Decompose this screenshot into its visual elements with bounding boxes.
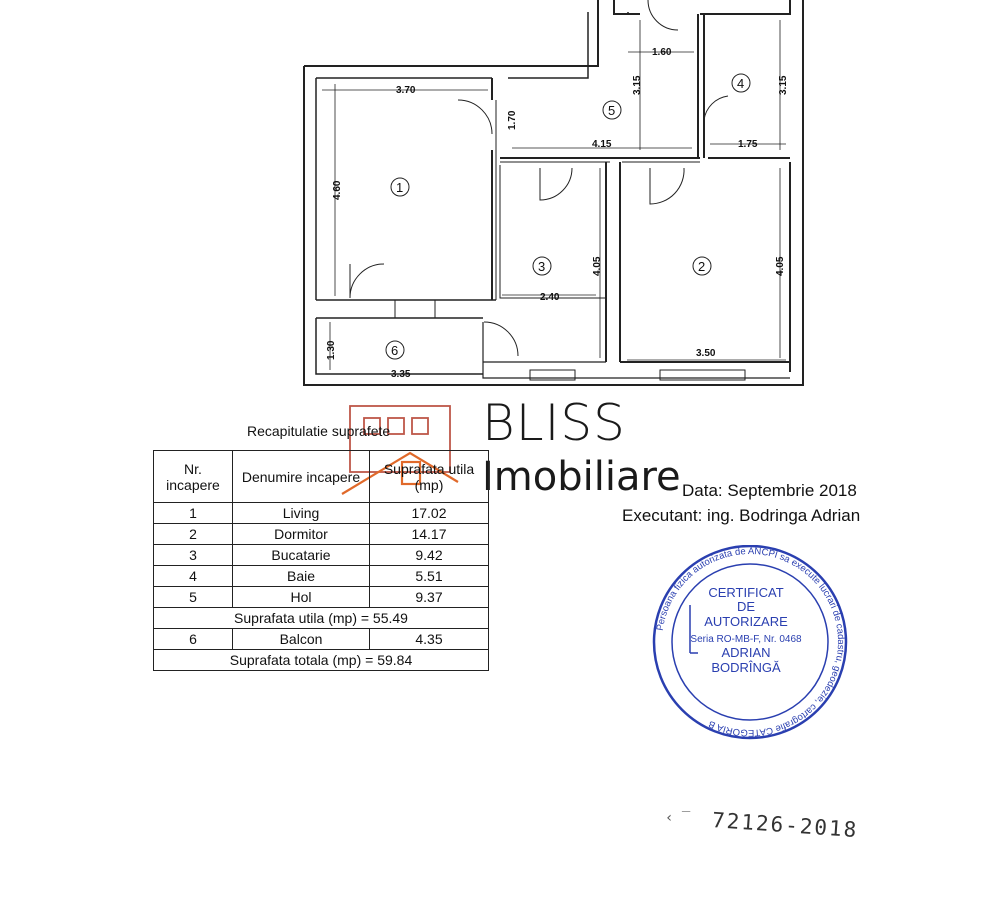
- cell-nr: 3: [154, 545, 233, 566]
- dim-label: 3.15: [778, 75, 789, 95]
- date-text: Data: Septembrie 2018: [682, 481, 857, 500]
- room-number: 5: [608, 103, 616, 118]
- table-row: [154, 629, 489, 650]
- dim-label: 4.05: [592, 256, 603, 276]
- dim-label: 1.60: [652, 47, 672, 58]
- stamp-graphic: [650, 545, 850, 740]
- dim-label: 1.75: [738, 139, 758, 150]
- cell-name: Hol: [233, 587, 370, 608]
- room-number: 2: [698, 259, 706, 274]
- room-number: 4: [737, 76, 745, 91]
- cell-nr: 4: [154, 566, 233, 587]
- handwritten-number: 72126-2018: [711, 808, 860, 843]
- cell-area: 9.42: [370, 545, 489, 566]
- stamp-line: ADRIAN: [721, 645, 771, 660]
- total-row: [154, 650, 489, 671]
- dim-label: 2.40: [540, 292, 560, 303]
- dim-label: 1.30: [326, 340, 337, 360]
- table-row: [154, 545, 489, 566]
- cell-area: 9.37: [370, 587, 489, 608]
- table-row: [154, 566, 489, 587]
- dim-label: 4.60: [332, 180, 343, 200]
- cell-area: 5.51: [370, 566, 489, 587]
- total-cell: Suprafata totala (mp) = 59.84: [154, 650, 489, 671]
- cell-area: 4.35: [370, 629, 489, 650]
- cell-nr: 5: [154, 587, 233, 608]
- stamp-line: CERTIFICAT: [708, 585, 784, 600]
- room-number: 3: [538, 259, 546, 274]
- floor-plan: [0, 0, 1007, 400]
- room-number: 1: [396, 180, 404, 195]
- stamp-line: Seria RO-MB-F, Nr. 0468: [690, 634, 802, 645]
- room-number: 6: [391, 343, 399, 358]
- authorization-stamp: [650, 545, 850, 745]
- dim-label: 3.15: [632, 75, 643, 95]
- cell-area: 17.02: [370, 503, 489, 524]
- table-row: [154, 587, 489, 608]
- subtotal-row: [154, 608, 489, 629]
- cell-name: Dormitor: [233, 524, 370, 545]
- area-summary-table: [153, 450, 489, 671]
- dim-label: 1.70: [507, 110, 518, 130]
- cell-nr: 6: [154, 629, 233, 650]
- handwritten-mark: ‹ ‾: [665, 810, 691, 826]
- logo-subtitle: Imobiliare: [482, 454, 681, 500]
- table-row: [154, 524, 489, 545]
- cell-name: Bucatarie: [233, 545, 370, 566]
- dim-label: 3.70: [396, 85, 416, 96]
- header-nr: Nr. incapere: [154, 451, 233, 503]
- cell-name: Balcon: [233, 629, 370, 650]
- table-header-row: [154, 451, 489, 503]
- subtotal-cell: Suprafata utila (mp) = 55.49: [154, 608, 489, 629]
- dim-label: 4.05: [775, 256, 786, 276]
- cell-name: Baie: [233, 566, 370, 587]
- table-caption: Recapitulatie suprafete: [247, 423, 391, 439]
- table-row: [154, 503, 489, 524]
- header-area: Suprafata utila (mp): [370, 451, 489, 503]
- cell-area: 14.17: [370, 524, 489, 545]
- stamp-line: BODRÎNGĂ: [711, 660, 781, 675]
- stamp-ring-text: Persoana fizica autorizata de ANCPI sa execute lucrari de cadastru, geodezie, cartografie CATEGORIA B: [654, 545, 847, 739]
- cell-name: Living: [233, 503, 370, 524]
- dim-label: 4.15: [592, 139, 612, 150]
- stamp-line: AUTORIZARE: [704, 614, 788, 629]
- cell-nr: 1: [154, 503, 233, 524]
- dim-label: 3.50: [696, 348, 716, 359]
- executant-text: Executant: ing. Bodringa Adrian: [622, 506, 861, 525]
- logo-name: BLISS: [482, 394, 626, 452]
- header-name: Denumire incapere: [233, 451, 370, 503]
- dim-label: 3.35: [391, 369, 411, 380]
- cell-nr: 2: [154, 524, 233, 545]
- stamp-line: DE: [736, 599, 756, 614]
